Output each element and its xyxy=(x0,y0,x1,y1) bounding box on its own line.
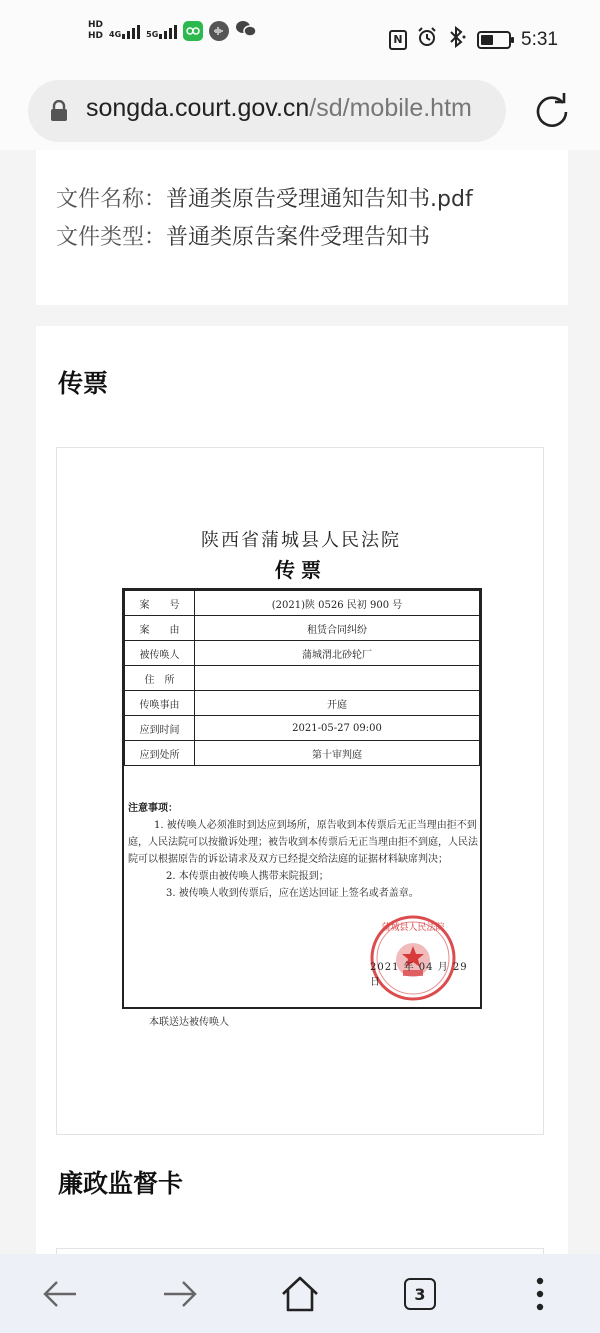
arrow-left-icon xyxy=(42,1279,78,1309)
hd-bottom-label: HD xyxy=(88,31,104,41)
summons-section-title: 传票 xyxy=(58,369,109,398)
tabs-button[interactable] xyxy=(398,1272,442,1316)
table-row xyxy=(125,616,480,641)
home-button[interactable] xyxy=(278,1272,322,1316)
row-label: 应到时间 xyxy=(125,716,195,741)
url-path: /sd/mobile.htm xyxy=(309,94,472,122)
table-row xyxy=(125,666,480,691)
row-value: (2021)陕 0526 民初 900 号 xyxy=(195,591,480,616)
more-vertical-icon xyxy=(536,1277,544,1311)
sim1-signal xyxy=(109,23,140,39)
note-item: 2. 本传票由被传唤人携带来院报到； xyxy=(166,871,329,882)
status-bar-right xyxy=(389,26,558,53)
sim1-network-label: 4G xyxy=(109,30,122,39)
table-row xyxy=(125,691,480,716)
alarm-icon xyxy=(417,27,437,52)
hd-indicator xyxy=(88,20,103,42)
tab-count-badge: 3 xyxy=(404,1278,436,1310)
file-type-row xyxy=(56,220,430,251)
home-icon xyxy=(280,1275,320,1313)
court-name: 陕西省蒲城县人民法院 xyxy=(201,530,401,551)
status-bar-left xyxy=(88,20,257,42)
note-item: 1. 被传唤人必须准时到达应到场所，原告收到本传票后无正当理由拒不到庭，人民法院可以按撤诉处理；被告收到本传票后无正当理由拒不到庭，人民法院可以根据原告的诉讼请求及双方已经提交给法庭的证据材料缺席判决； xyxy=(128,820,478,865)
bluetooth-icon xyxy=(447,26,467,53)
file-type-value: 普通类原告案件受理告知书 xyxy=(166,225,431,250)
signal-bars-icon xyxy=(122,23,140,39)
notes-section xyxy=(128,800,478,902)
note-item: 3. 被传唤人收到传票后，应在送达回证上签名或者盖章。 xyxy=(166,888,419,899)
file-name-label: 文件名称： xyxy=(56,187,167,212)
seal-text: 蒲城县人民法院 xyxy=(381,923,445,933)
forward-button[interactable] xyxy=(158,1272,202,1316)
summons-document-image[interactable] xyxy=(56,447,544,1135)
document-title: 传票 xyxy=(275,558,327,582)
issue-date: 2021 年 04 月 29 日 xyxy=(370,962,468,988)
row-label: 被传唤人 xyxy=(125,641,195,666)
row-value: 蒲城渭北砂轮厂 xyxy=(195,641,480,666)
row-label: 住 所 xyxy=(125,666,195,691)
row-label: 案 由 xyxy=(125,616,195,641)
row-label: 传唤事由 xyxy=(125,691,195,716)
url-text[interactable] xyxy=(86,94,472,123)
notes-heading: 注意事项： xyxy=(128,803,178,814)
nfc-label: N xyxy=(393,33,403,46)
summons-form xyxy=(122,588,482,1009)
row-value: 第十审判庭 xyxy=(195,741,480,766)
table-row xyxy=(125,741,480,766)
arrow-right-icon xyxy=(162,1279,198,1309)
reload-icon[interactable] xyxy=(532,90,572,130)
wechat-icon xyxy=(235,20,257,42)
row-label: 案 号 xyxy=(125,591,195,616)
table-row xyxy=(125,716,480,741)
url-host: songda.court.gov.cn xyxy=(86,94,310,122)
document-footnote: 本联送达被传唤人 xyxy=(149,1017,229,1028)
file-info-card xyxy=(36,150,568,305)
status-time: 5:31 xyxy=(521,28,558,50)
file-type-label: 文件类型： xyxy=(56,225,167,250)
row-value: 开庭 xyxy=(195,691,480,716)
sim2-network-label: 5G xyxy=(146,30,159,39)
row-label: 应到处所 xyxy=(125,741,195,766)
browser-bottom-bar xyxy=(0,1254,600,1333)
file-name-value[interactable]: 普通类原告受理通知告知书.pdf xyxy=(166,187,473,212)
hd-top-label: HD xyxy=(88,20,104,30)
row-value xyxy=(195,666,480,691)
row-value: 租赁合同纠纷 xyxy=(195,616,480,641)
audio-notification-icon xyxy=(209,21,229,41)
browser-toolbar xyxy=(0,76,600,150)
table-row xyxy=(125,641,480,666)
menu-button[interactable] xyxy=(518,1272,562,1316)
nfc-icon xyxy=(389,30,407,50)
battery-icon xyxy=(477,31,511,49)
signal-bars-icon xyxy=(159,23,177,39)
sim2-signal xyxy=(146,23,177,39)
app-notification-icon xyxy=(183,21,203,41)
url-field[interactable] xyxy=(28,80,506,142)
summons-card xyxy=(36,326,568,1266)
back-button[interactable] xyxy=(38,1272,82,1316)
row-value: 2021-05-27 09:00 xyxy=(195,716,480,741)
table-row xyxy=(125,591,480,616)
integrity-card-title: 廉政监督卡 xyxy=(58,1169,184,1198)
lock-icon[interactable] xyxy=(50,100,68,122)
status-bar xyxy=(0,0,600,76)
file-name-row xyxy=(56,182,473,213)
summons-table xyxy=(124,590,480,766)
